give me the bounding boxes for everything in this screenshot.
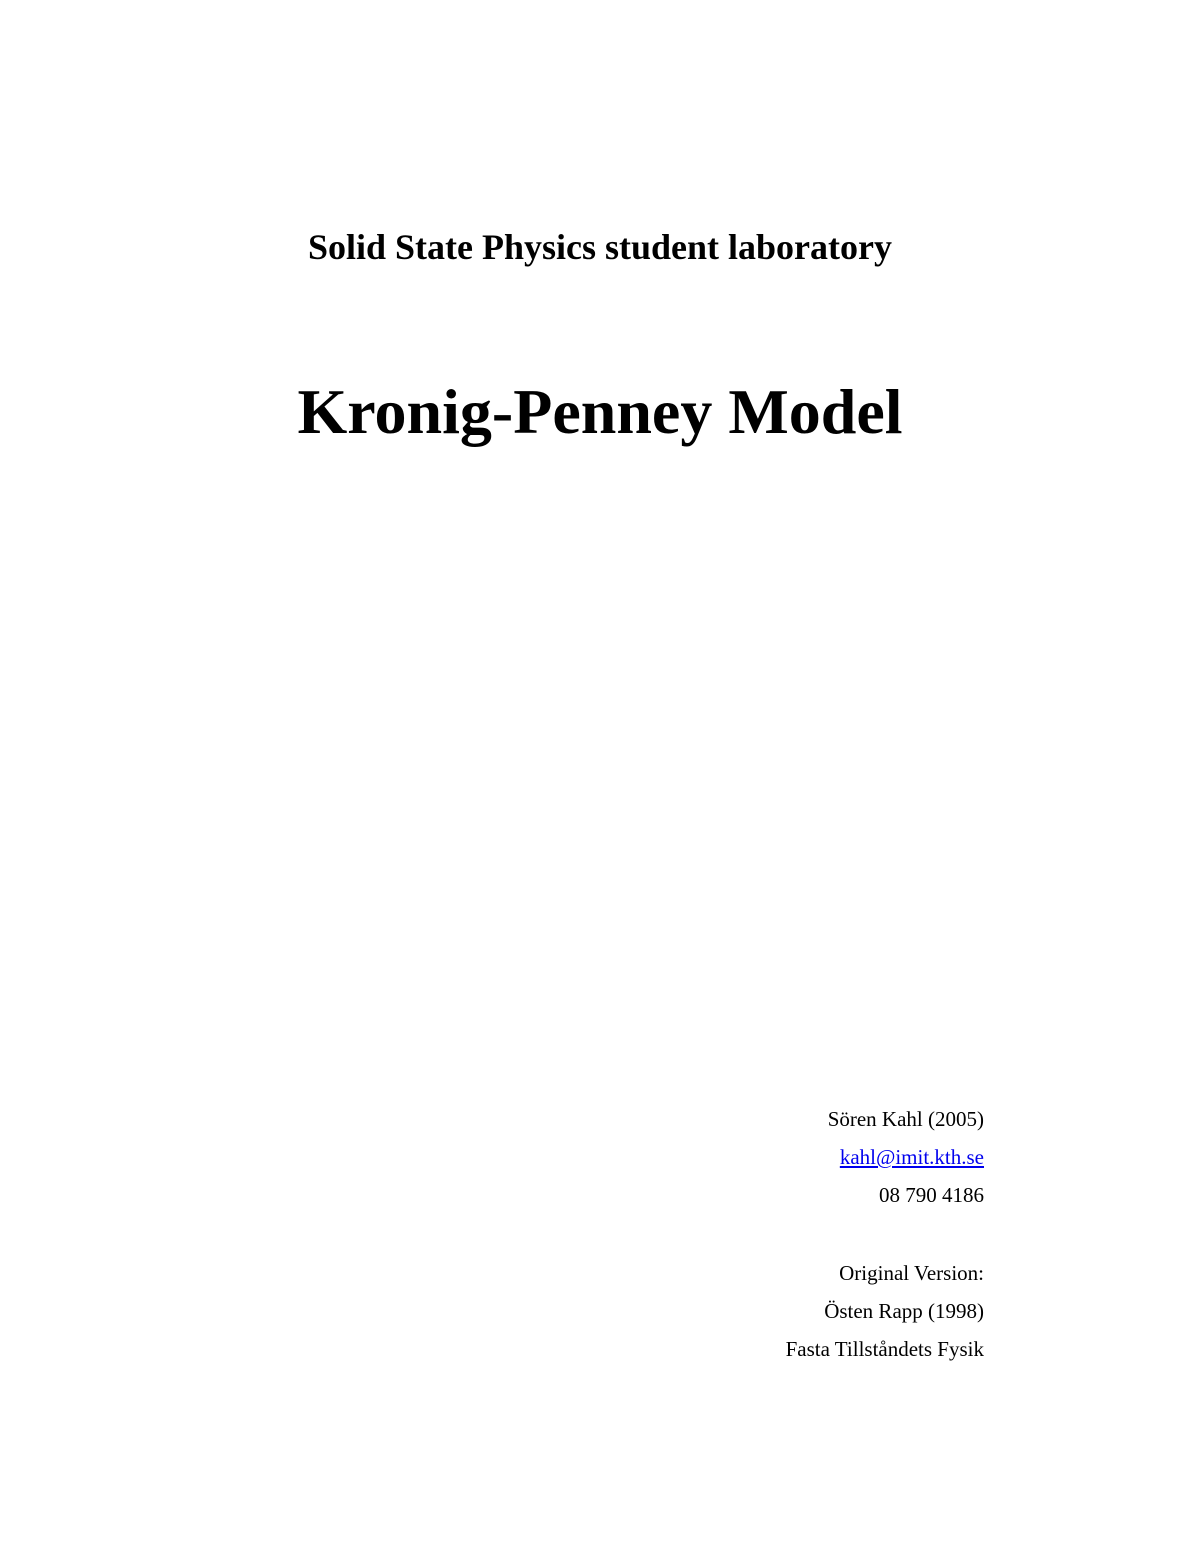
author-email-link[interactable]: kahl@imit.kth.se <box>839 1145 984 1169</box>
original-department: Fasta Tillståndets Fysik <box>785 1337 984 1361</box>
original-version-label: Original Version: <box>839 1261 984 1285</box>
author-name: Sören Kahl (2005) <box>827 1107 984 1131</box>
author-email-line <box>786 1138 984 1176</box>
author-phone: 08 790 4186 <box>879 1183 984 1207</box>
original-author: Östen Rapp (1998) <box>824 1299 984 1323</box>
spacer <box>786 1214 984 1254</box>
author-info-block <box>786 1100 984 1368</box>
course-subtitle: Solid State Physics student laboratory <box>307 227 893 267</box>
document-title: Kronig-Penney Model <box>297 376 903 447</box>
